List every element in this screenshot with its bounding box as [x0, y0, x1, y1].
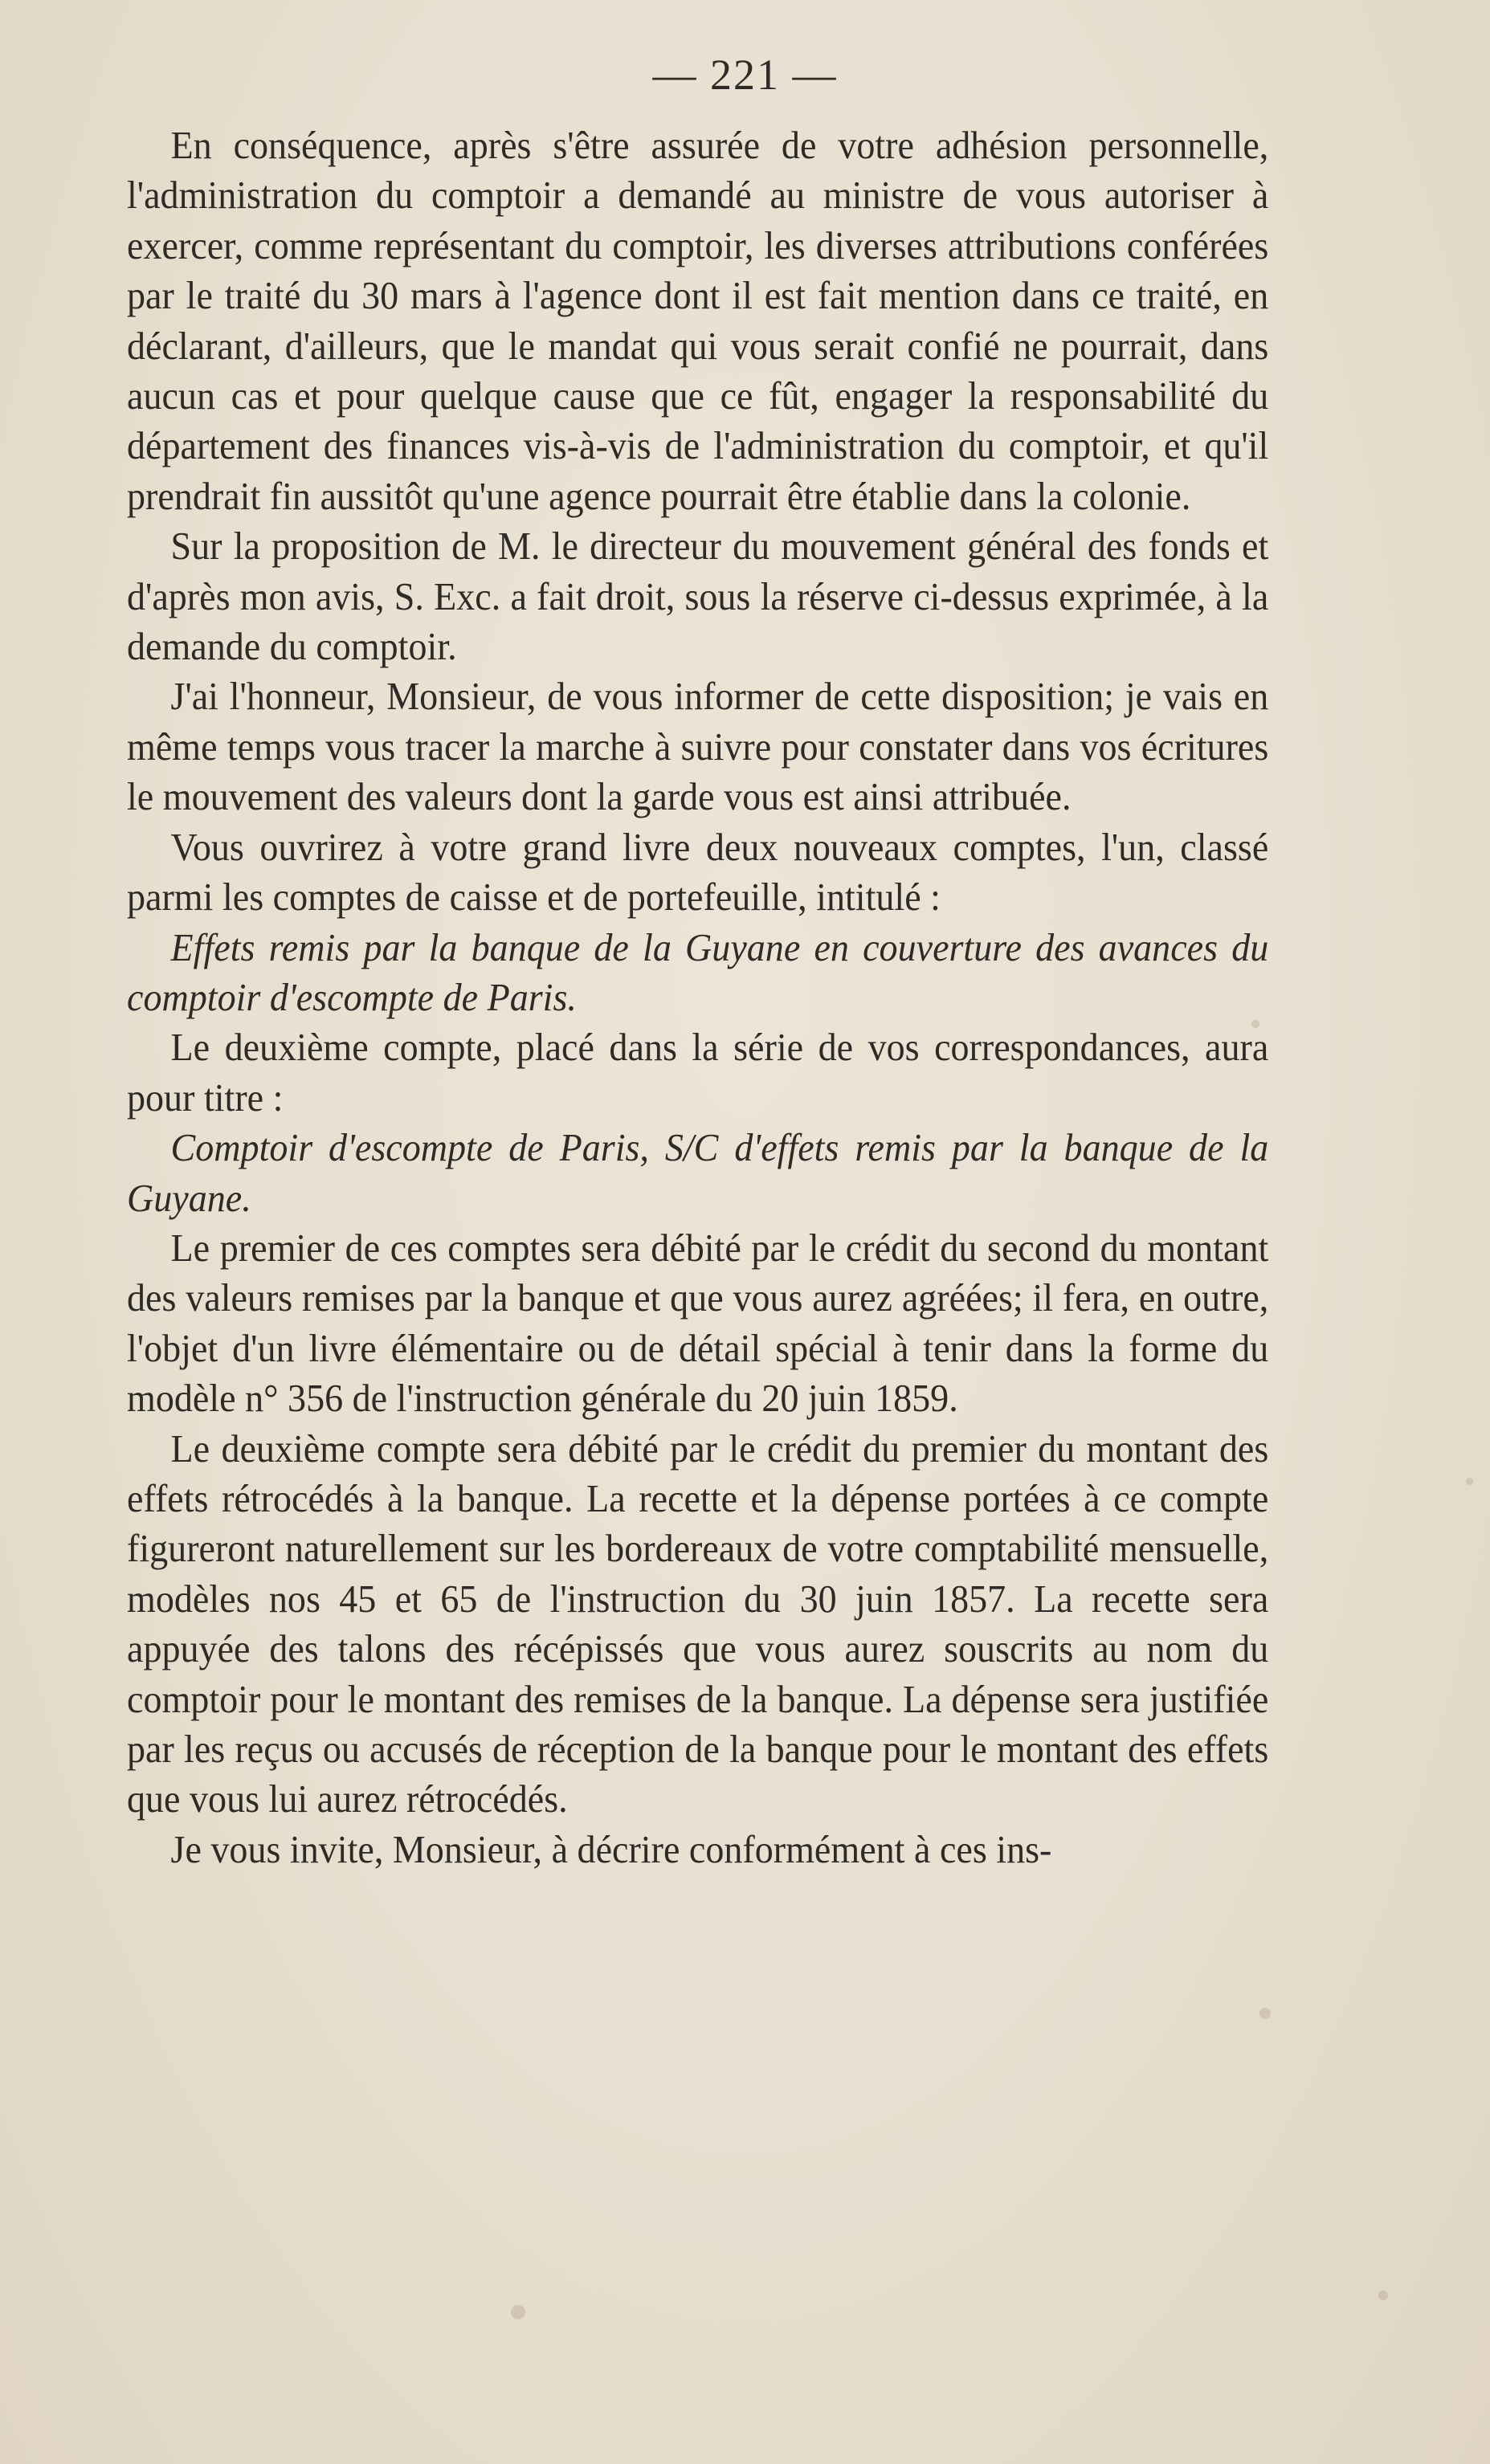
account-title-effets: Effets remis par la banque de la Guyane en couverture des avances du comptoir d'escompte de Paris. — [127, 924, 1269, 1019]
paragraph-deuxieme-compte: Le deuxième compte, placé dans la série de vos correspondances, aura pour titre : — [127, 1025, 1269, 1120]
paper-spot — [1466, 1478, 1473, 1485]
paragraph-consequence: En conséquence, après s'être assurée de votre adhésion personnelle, l'administration du comptoir a demandé au ministre de vous autoriser à exercer, comme représentant du comptoir, les diverses attributions conférées par le traité du 30 mars à l'agence dont il est fait mention dans ce traité, en déclarant, d'ailleurs, que le mandat qui vous serait confié ne pourrait, dans aucun cas et pour quelque cause que ce fût, engager la responsabilité du département des finances vis-à-vis de l'administration du comptoir, et qu'il prendrait fin aussitôt qu'une agence pourrait être établie dans la colonie. — [127, 123, 1269, 518]
account-title-comptoir: Comptoir d'escompte de Paris, S/C d'effets remis par la banque de la Guyane. — [127, 1125, 1269, 1220]
paragraph-proposition: Sur la proposition de M. le directeur du mouvement général des fonds et d'après mon avis, S. Exc. a fait droit, sous la réserve ci-dessus exprimée, à la demande du comptoir. — [127, 524, 1269, 669]
paragraph-honneur: J'ai l'honneur, Monsieur, de vous informer de cette disposition; je vais en même temps vous tracer la marche à suivre pour constater dans vos écritures le mouvement des valeurs dont la garde vous est ainsi attribuée. — [127, 674, 1269, 819]
paper-spot — [511, 2305, 525, 2319]
page-number: — 221 — — [652, 51, 838, 99]
paragraph-ouvrirez: Vous ouvrirez à votre grand livre deux nouveaux comptes, l'un, classé parmi les comptes de caisse et de portefeuille, intitulé : — [127, 824, 1269, 920]
paper-spot — [1251, 1020, 1259, 1028]
paragraph-deuxieme-debite: Le deuxième compte sera débité par le crédit du premier du montant des effets rétrocédés à la banque. La recette et la dépense portées à ce compte figureront naturellement sur les bordereaux de votre comptabilité mensuelle, modèles nos 45 et 65 de l'instruction du 30 juin 1857. La recette sera appuyée des talons des récépissés que vous aurez souscrits au nom du comptoir pour le montant des remises de la banque. La dépense sera justifiée par les reçus ou accusés de réception de la banque pour le montant des effets que vous lui aurez rétrocédés. — [127, 1426, 1269, 1821]
body-text — [127, 120, 1268, 1875]
paragraph-premier-compte: Le premier de ces comptes sera débité par le crédit du second du montant des valeurs remises par la banque et que vous aurez agréées; il fera, en outre, l'objet d'un livre élémentaire ou de détail spécial à tenir dans la forme du modèle n° 356 de l'instruction générale du 20 juin 1859. — [127, 1225, 1269, 1421]
paragraph-invite: Je vous invite, Monsieur, à décrire conformément à ces ins- — [170, 1826, 1052, 1871]
paper-spot — [1259, 2008, 1271, 2019]
paper-spot — [1378, 2291, 1388, 2300]
